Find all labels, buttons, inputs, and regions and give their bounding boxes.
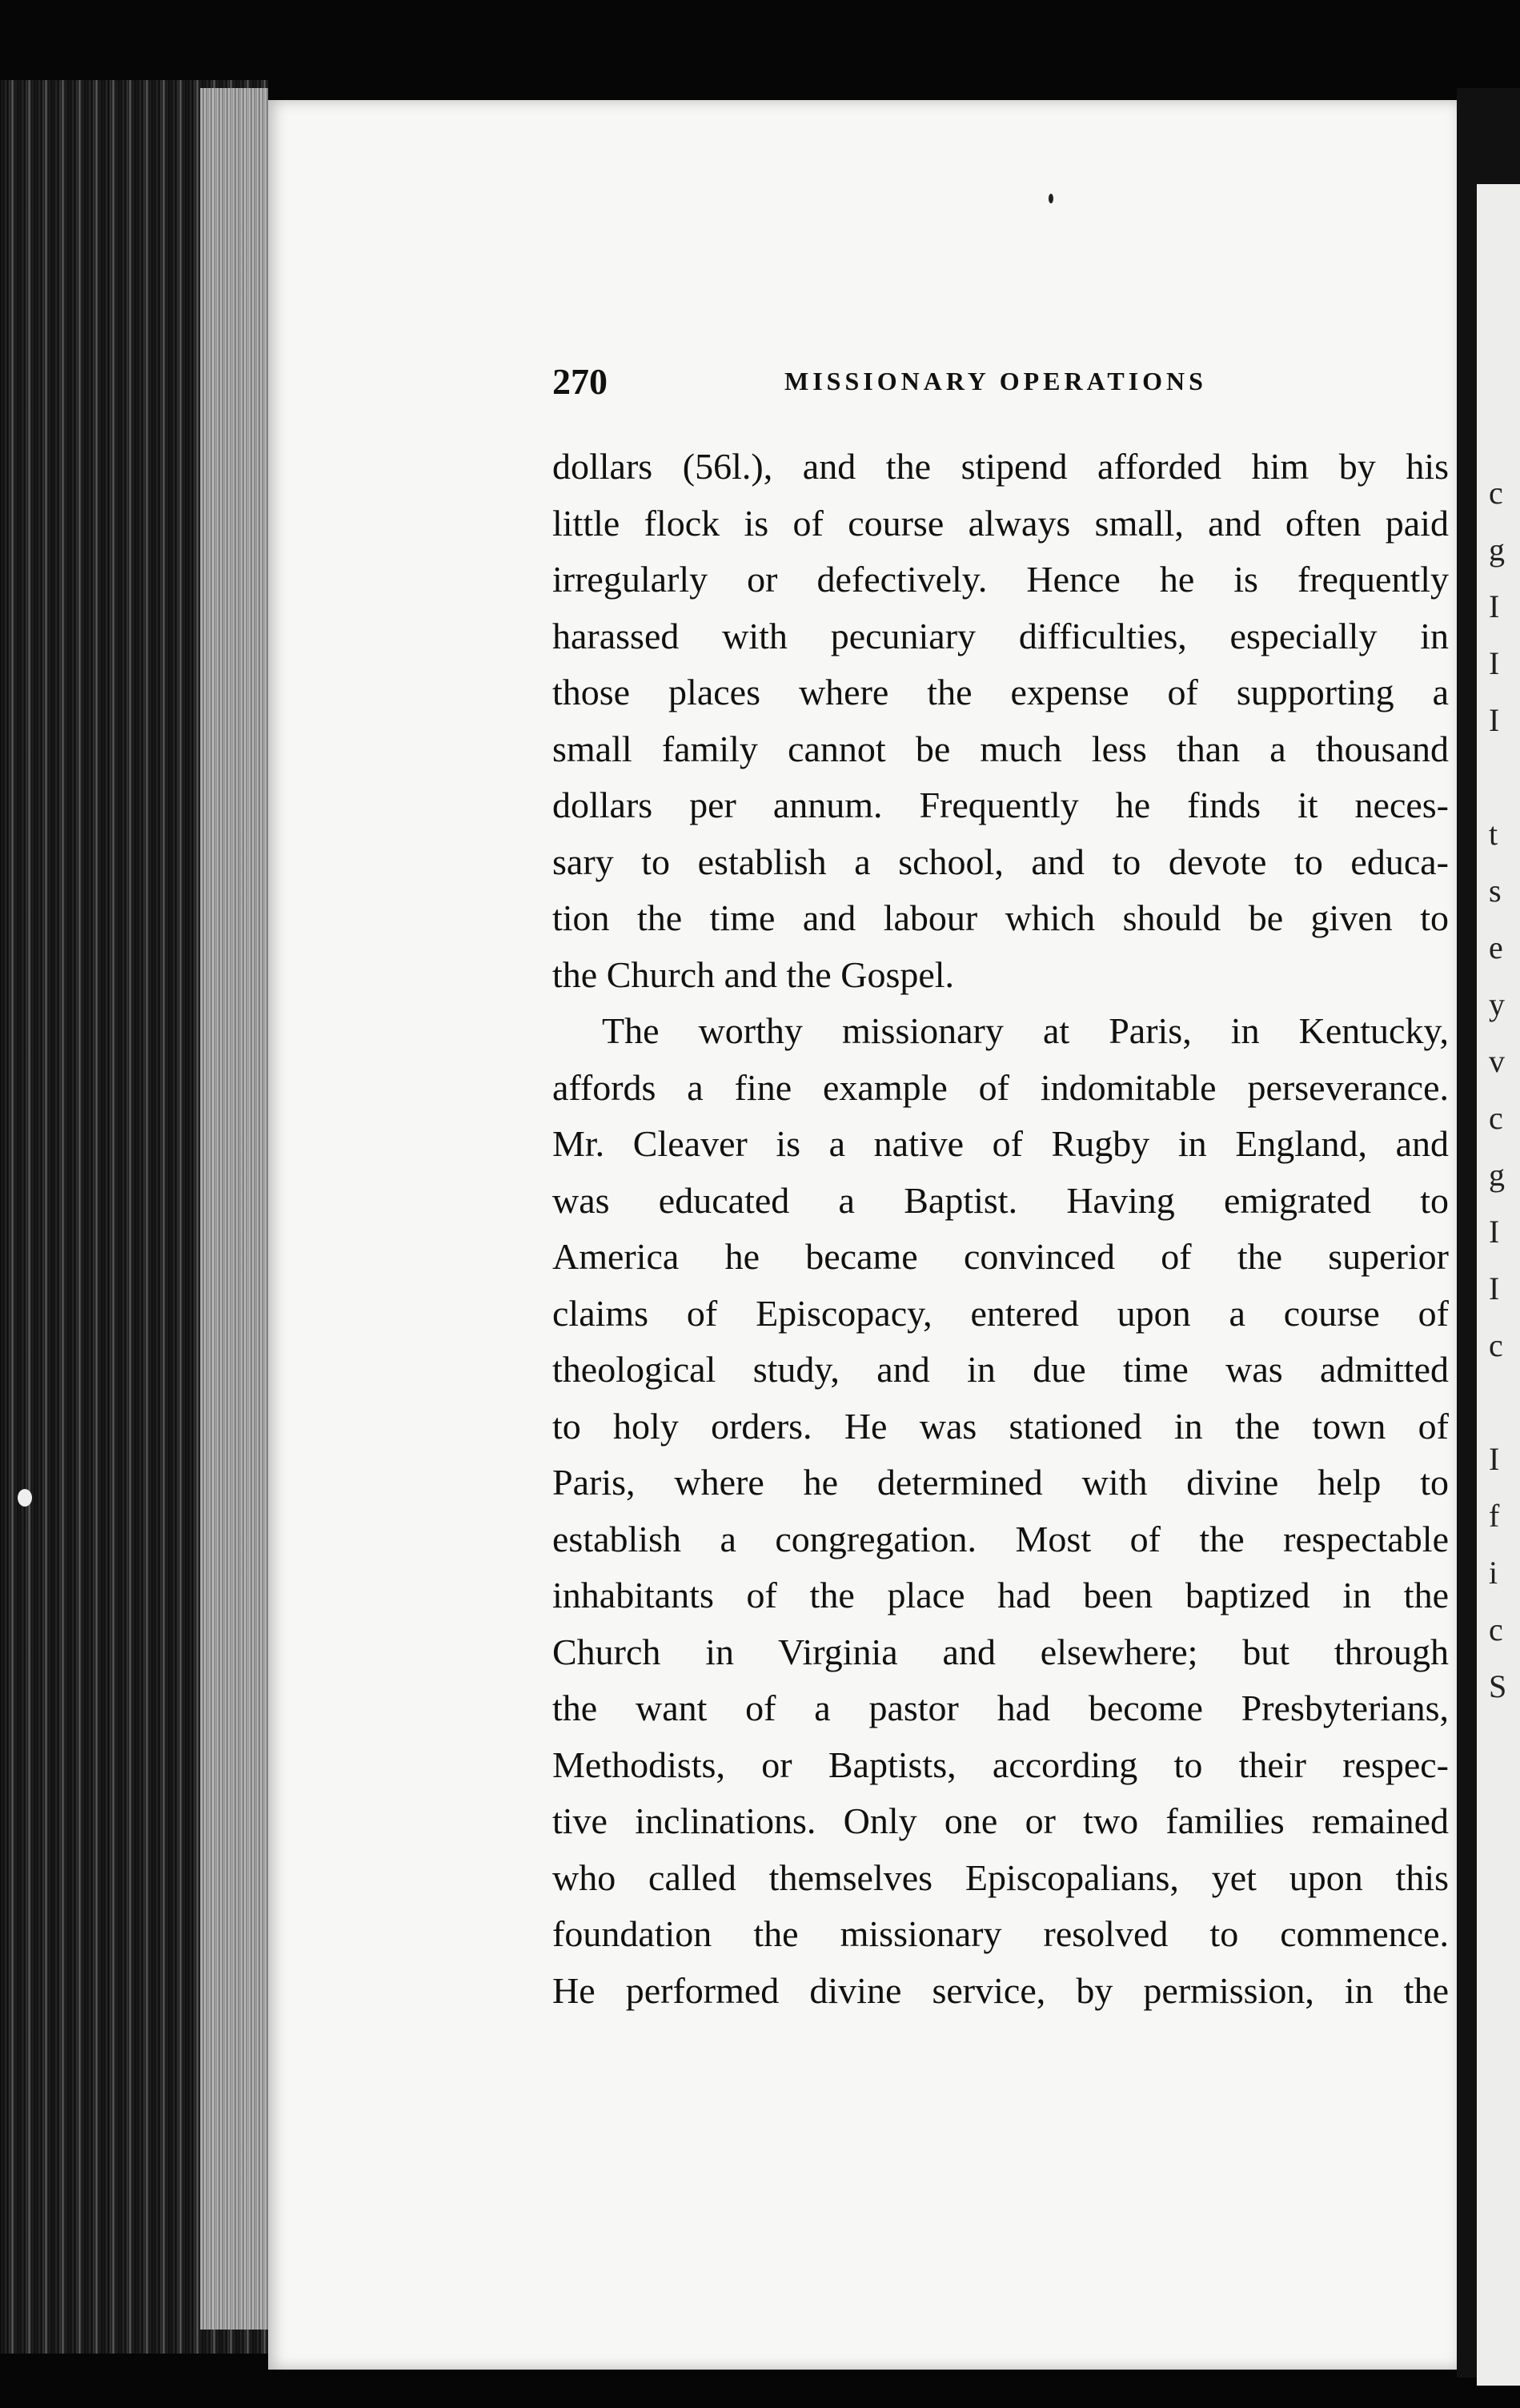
text-line: Paris, where he determined with divine help to [552,1462,1449,1503]
text-line: was educated a Baptist. Having emigrated to [552,1179,1449,1221]
text-line: dollars (56l.), and the stipend afforded him by his [552,446,1449,487]
text-line: affords a fine example of indomitable perseverance. [552,1066,1449,1108]
text-line: claims of Episcopacy, entered upon a course of [552,1292,1449,1334]
text-line: to holy orders. He was stationed in the town of [552,1405,1449,1447]
text-line: little flock is of course always small, and often paid [552,502,1449,544]
text-line: Church in Virginia and elsewhere; but through [552,1631,1449,1672]
text-line: He performed divine service, by permission, in the [552,1969,1449,2011]
adjacent-page-fragment: c g I I I t s e y v c g I I c I f i c S [1489,475,1507,1704]
dust-speck [18,1489,32,1507]
page-number: 270 [552,361,608,402]
text-line: who called themselves Episcopalians, yet upon this [552,1856,1449,1898]
text-line: Mr. Cleaver is a native of Rugby in England, and [552,1123,1449,1164]
text-line: sary to establish a school, and to devote to educa- [552,841,1449,882]
body-text [552,439,1449,2019]
text-line: foundation the missionary resolved to commence. [552,1913,1449,1954]
text-line: The worthy missionary at Paris, in Kentucky, [602,1010,1449,1051]
text-line: irregularly or defectively. Hence he is frequently [552,559,1449,600]
text-line: tive inclinations. Only one or two families remained [552,1800,1449,1841]
text-line: inhabitants of the place had been baptized in the [552,1575,1449,1615]
text-line: dollars per annum. Frequently he finds it neces- [552,785,1449,825]
text-line: harassed with pecuniary difficulties, especially in [552,615,1449,656]
text-line: Methodists, or Baptists, according to their respec- [552,1744,1449,1785]
text-line: America he became convinced of the superior [552,1236,1449,1277]
text-line: establish a congregation. Most of the respectable [552,1518,1449,1559]
text-line: the want of a pastor had become Presbyterians, [552,1688,1449,1728]
text-line: small family cannot be much less than a thousand [552,728,1449,769]
page-stack-edge [200,88,268,2330]
dust-speck [1049,194,1053,203]
text-line: tion the time and labour which should be given to [552,897,1449,938]
running-head: MISSIONARY OPERATIONS [784,367,1207,395]
text-line: theological study, and in due time was admitted [552,1349,1449,1390]
page-header [552,360,1457,408]
text-line: the Church and the Gospel. [552,953,955,995]
text-line: those places where the expense of supporting a [552,672,1449,712]
